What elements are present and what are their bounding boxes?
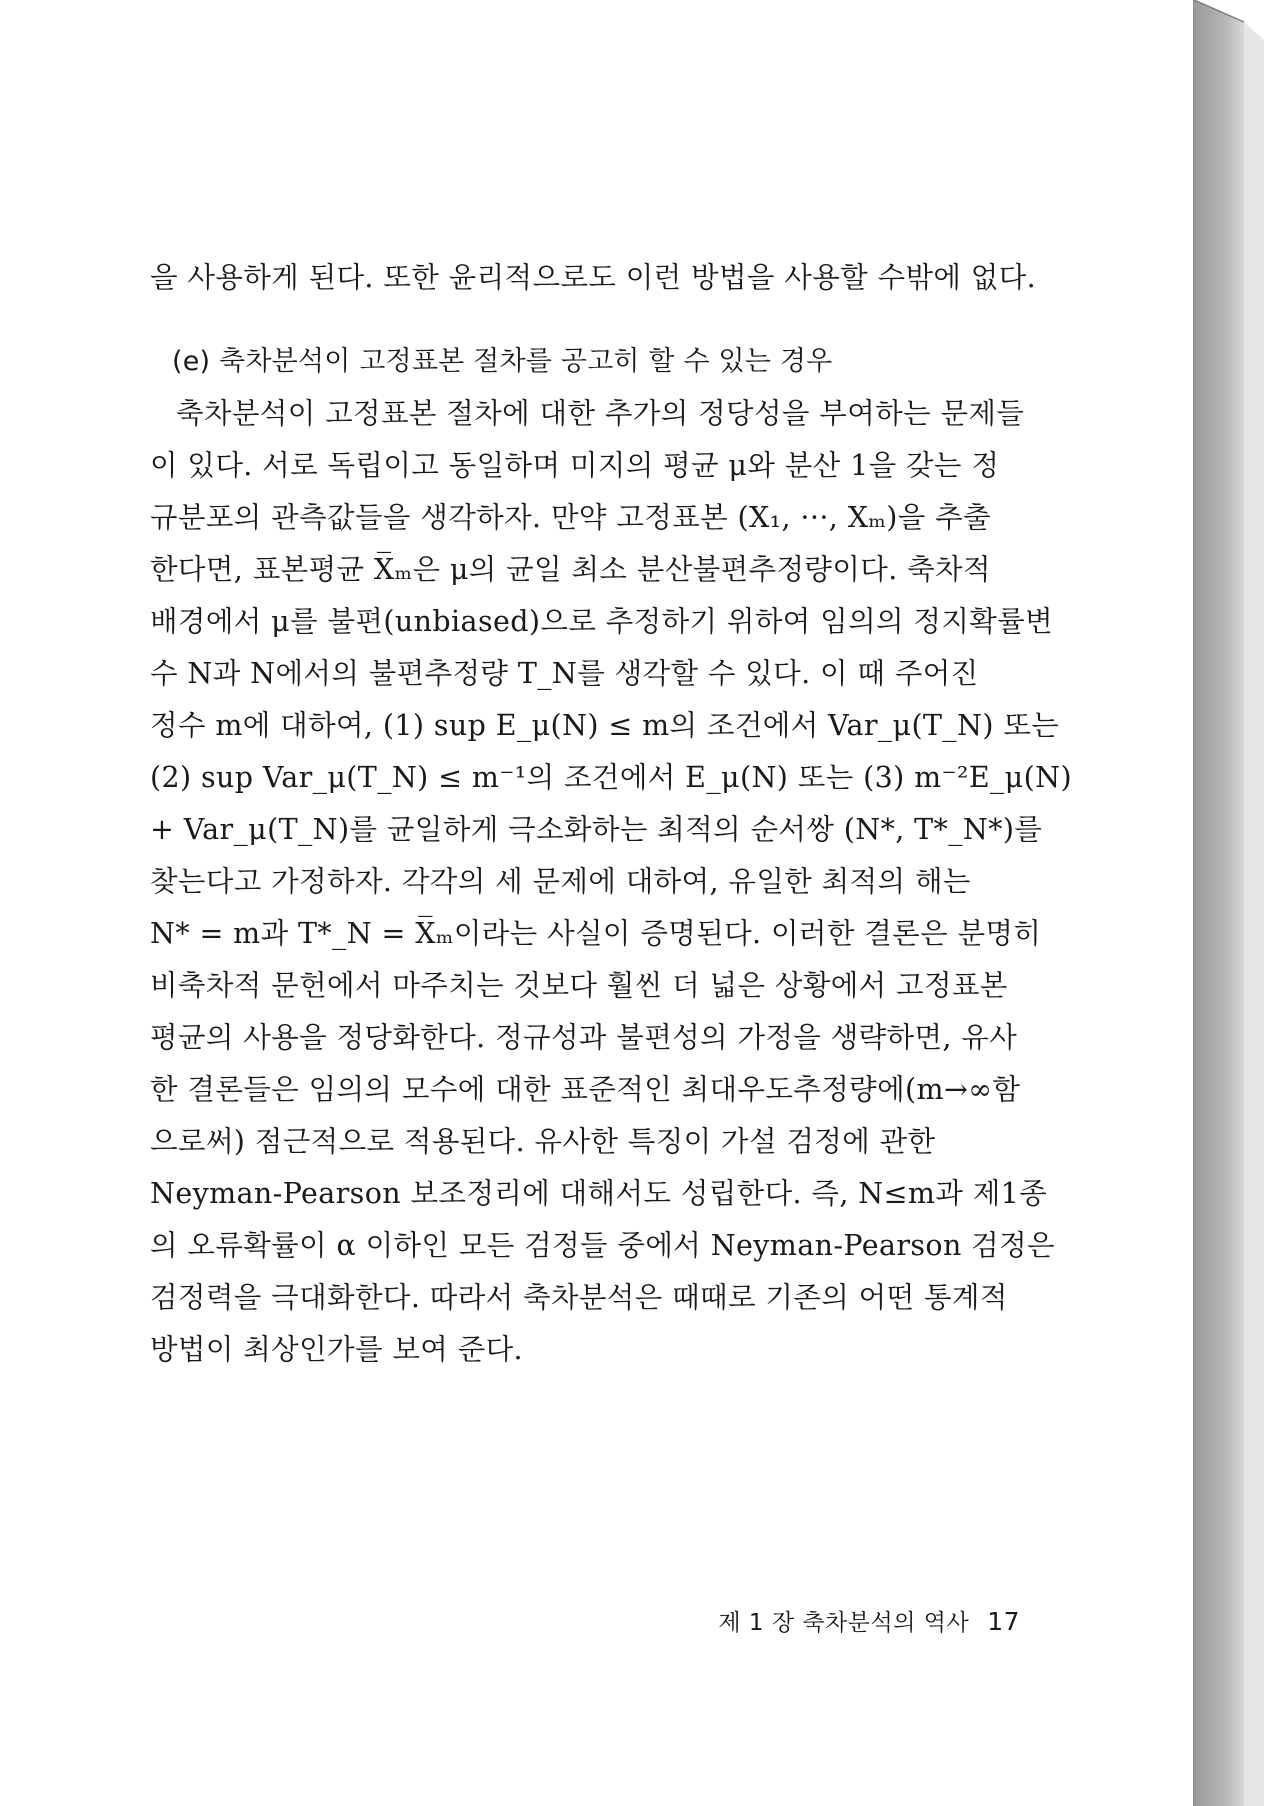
section-heading: (e) 축차분석이 고정표본 절차를 공고히 할 수 있는 경우 <box>172 346 833 377</box>
intro-line: 을 사용하게 된다. 또한 윤리적으로도 이런 방법을 사용할 수밖에 없다. <box>150 261 1037 294</box>
section-gap <box>150 304 1050 336</box>
page-edge-shadow <box>1194 0 1264 1806</box>
paragraph-line: N* = m과 T*_N = X̅ₘ이라는 사실이 증명된다. 이러한 결론은 분명히 <box>150 917 1042 950</box>
paragraph-line: 비축차적 문헌에서 마주치는 것보다 훨씬 더 넓은 상황에서 고정표본 <box>150 969 1008 1002</box>
page-footer <box>0 1604 1020 1637</box>
page-number: 17 <box>987 1607 1020 1636</box>
paragraph-line: 수 N과 N에서의 불편추정량 T_N를 생각할 수 있다. 이 때 주어진 <box>150 657 979 690</box>
page-edge-graphic <box>1194 0 1264 1806</box>
paragraph-line: 축차분석이 고정표본 절차에 대한 추가의 정당성을 부여하는 문제들 <box>176 397 1025 430</box>
paragraph-line: 방법이 최상인가를 보여 준다. <box>150 1333 524 1366</box>
paragraph-line: 정수 m에 대하여, (1) sup E_μ(N) ≤ m의 조건에서 Var_μ(T_N) 또는 <box>150 709 1060 742</box>
paragraph-line: 한다면, 표본평균 X̅ₘ은 μ의 균일 최소 분산불편추정량이다. 축차적 <box>150 553 991 586</box>
page-edge-face <box>1194 0 1244 1806</box>
chapter-label: 제 1 장 축차분석의 역사 <box>718 1610 970 1636</box>
paragraph-line: 으로써) 점근적으로 적용된다. 유사한 특징이 가설 검정에 관한 <box>150 1125 936 1158</box>
paragraph-line: 평균의 사용을 정당화한다. 정규성과 불편성의 가정을 생략하면, 유사 <box>150 1021 1018 1054</box>
paragraph-line: 배경에서 μ를 불편(unbiased)으로 추정하기 위하여 임의의 정지확률변 <box>150 605 1054 638</box>
paragraph-line: 이 있다. 서로 독립이고 동일하며 미지의 평균 μ와 분산 1을 갖는 정 <box>150 449 1000 482</box>
paragraph-line: 규분포의 관측값들을 생각하자. 만약 고정표본 (X₁, ···, Xₘ)을 추출 <box>150 501 992 534</box>
paragraph-line: (2) sup Var_μ(T_N) ≤ m⁻¹의 조건에서 E_μ(N) 또는 (3) m⁻²E_μ(N) <box>150 761 1072 794</box>
paragraph-line: Neyman-Pearson 보조정리에 대해서도 성립한다. 즉, N≤m과 제1종 <box>150 1177 1048 1210</box>
paragraph-line: + Var_μ(T_N)를 균일하게 극소화하는 최적의 순서쌍 (N*, T*_N*)를 <box>150 813 1043 846</box>
page-body <box>150 252 1072 1376</box>
paragraph-line: 의 오류확률이 α 이하인 모든 검정들 중에서 Neyman-Pearson 검정은 <box>150 1229 1055 1262</box>
page-edge-bevel <box>1244 22 1264 1806</box>
paragraph <box>150 388 1072 1376</box>
paragraph-line: 검정력을 극대화한다. 따라서 축차분석은 때때로 기존의 어떤 통계적 <box>150 1281 1008 1314</box>
paragraph-line: 한 결론들은 임의의 모수에 대한 표준적인 최대우도추정량에(m→∞함 <box>150 1073 1021 1106</box>
paragraph-line: 찾는다고 가정하자. 각각의 세 문제에 대하여, 유일한 최적의 해는 <box>150 865 971 898</box>
